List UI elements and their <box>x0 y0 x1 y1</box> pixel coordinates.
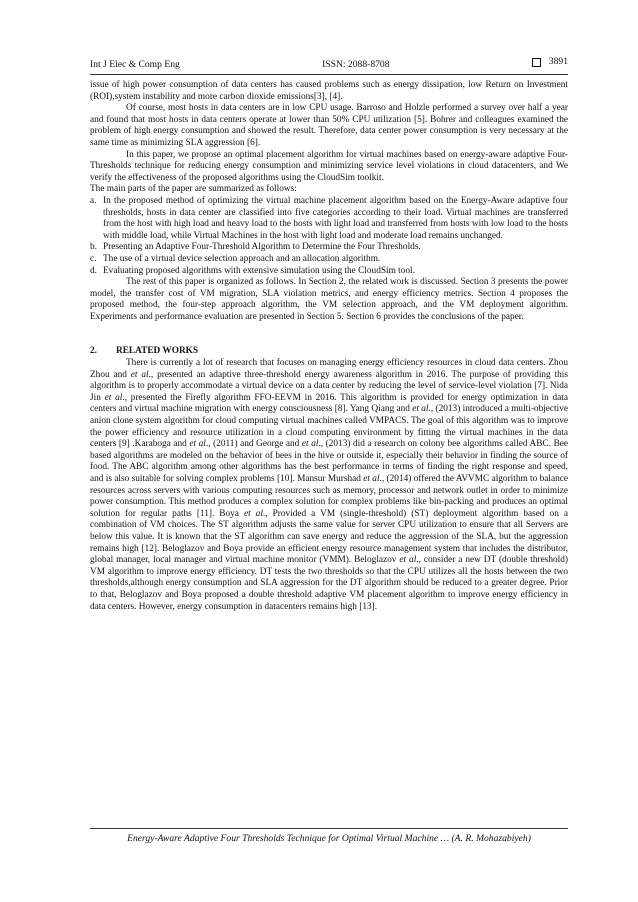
text-run: ., (2013) did a research on colony bee algorithms called ABC. Bee based algorithms are modeled on the behavior of bees in the hive or outside it, especially their behavior in finding the source of food. The ABC algorithm among other algorithms has the best performance in terms of finding the right response and speed, and is also suitable for solving complex problems [10]. Mansur Murshad <box>90 439 569 484</box>
list-item-text: In the proposed method of optimizing the virtual machine placement algorithm based on the Energy-Aware adaptive four thresholds, hosts in data center are classified into five categories according to their load. Virtual machines are transferred from the host with high load and heavy load to the hosts with light load and transferred from hosts with low load to the hosts with middle load, while Virtual Machines in the host with light load and moderate load remains unchanged. <box>103 195 568 241</box>
text-run: There is currently a lot of research that focuses on managing energy efficiency resources in cloud data centers. Zhou Zhou and <box>90 358 568 380</box>
checkbox-icon <box>532 58 541 67</box>
italic-run: et al <box>189 439 206 450</box>
paragraph-intro-5: The rest of this paper is organized as follows. In Section 2, the related work is discussed. Section 3 presents the power model, the transfer cost of VM migration, SLA violation metrics, and energy efficiency metrics. Section 4 proposes the proposed method, the four-step approach algorithm, the VM selection approach, and the VM deployment algorithm. Experiments and performance evaluation are presented in Section 5. Section 6 provides the conclusions of the paper. <box>90 277 568 322</box>
section-heading <box>90 346 568 358</box>
italic-run: et al <box>130 369 149 380</box>
text-run: ., consider a new DT (double threshold) VM algorithm to improve energy efficiency. DT tests the two thresholds so that the CPU utilizes all the hosts between the two thresholds,although energy consumption and SLA aggression for the DT algorithm should be reduced to a greater degree. Prior to that, Beloglazov and Boya proposed a double threshold adaptive VM placement algorithm to improve energy efficiency in data centers. However, energy consumption in datacenters remains high [13]. <box>90 555 568 612</box>
paragraph-intro-3: In this paper, we propose an optimal placement algorithm for virtual machines based on energy-aware adaptive Four-Thresholds technique for reducing energy consumption and minimizing service level violations in cloud datacenters, and We verify the effectiveness of the proposed algorithms using the CloudSim toolkit. <box>90 149 568 183</box>
list-marker: c. <box>90 253 97 264</box>
text-run: ., presented the Firefly algorithm FFO-EEVM in 2016. This algorithm is provided for energy optimization in data centers and virtual machine migration with energy consciousness [8]. Yang Qiang and <box>90 392 569 415</box>
list-marker: d. <box>90 265 97 276</box>
page-number: 3891 <box>548 56 568 67</box>
italic-run: et al <box>243 508 263 519</box>
italic-run: et al <box>104 392 123 403</box>
text-run: ., presented an adaptive three-threshold energy awareness algorithm in 2016. The purpose of providing this algorithm is to properly accommodate a virtual device on a data center by reducing the level of service-level violation [7]. Nida Jin <box>90 369 568 403</box>
paragraph-intro-1: issue of high power consumption of data centers has caused problems such as energy dissipation, low Return on Investment (ROI),system instability and more carbon dioxide emissions[3], [4]. <box>90 80 568 102</box>
list-marker: a. <box>90 195 97 206</box>
list-item <box>90 266 568 278</box>
paragraph-intro-4: The main parts of the paper are summarized as follows: <box>90 184 297 195</box>
paragraph-related-works <box>90 358 568 613</box>
page-number-block <box>532 56 568 68</box>
italic-run: et al <box>301 439 319 450</box>
section-title: RELATED WORKS <box>116 346 199 357</box>
italic-run: et al <box>363 474 380 484</box>
list-item-text: Evaluating proposed algorithms with extensive simulation using the CloudSim tool. <box>103 265 415 276</box>
list-marker: b. <box>90 242 97 253</box>
list-item <box>90 242 568 254</box>
body-text <box>90 80 568 613</box>
journal-name: Int J Elec & Comp Eng <box>90 58 180 70</box>
list-item-text: The use of a virtual device selection approach and an allocation algorithm. <box>103 253 381 264</box>
text-run: ., Provided a VM (single-threshold) (ST) deployment algorithm based on a combination of VM choices. The ST algorithm adjusts the same value for server CPU utilization to ensure that all Servers are below this value. It is known that the ST algorithm can save energy and reduce the aggression of the SLA, but the aggression remains high [12]. Beloglazov and Boya provide an efficient energy resource management system that includes the distributor, global manager, local manager and virtual machine monitor (VMM). Beloglazov <box>90 508 569 566</box>
italic-run: et al <box>412 404 429 415</box>
list-item <box>90 254 568 266</box>
text-run: ., (2011) and George and <box>205 439 302 450</box>
contribution-list <box>90 196 568 277</box>
list-item <box>90 196 568 242</box>
running-footer: Energy-Aware Adaptive Four Thresholds Technique for Optimal Virtual Machine … (A. R. Mohazabiyeh) <box>90 828 568 844</box>
issn: ISSN: 2088-8708 <box>322 58 390 70</box>
running-header <box>90 56 568 75</box>
text-run: ., (2014) offered the AVVMC algorithm to balance resources across servers with various computing resources such as memory, processor and network outlet in order to minimize power consumption. This method produces a complex solution for complex problems like bin-packing and produces an optimal solution for regular paths [11]. Boya <box>90 474 568 519</box>
italic-run: et al <box>399 555 417 566</box>
text-run: ., (2013) introduced a multi-objective anion clone system algorithm for cloud computing virtual machines called VMPACS. The goal of this algorithm was to improve the power efficiency and resource utilization in a cloud computing environment by fitting the virtual machines in the data centers [9] .Karaboga and <box>90 404 568 450</box>
list-item-text: Presenting an Adaptive Four-Threshold Algorithm to Determine the Four Thresholds. <box>103 242 421 253</box>
section-number: 2. <box>90 346 97 357</box>
paragraph-intro-2: Of course, most hosts in data centers are in low CPU usage. Barroso and Holzle performed a survey over half a year and found that most hosts in data centers operate at lower than 50% CPU utilization [5]. Bohrer and colleagues examined the problem of high energy consumption and showed the result. Therefore, data center power consumption is very necessary at the same time as minimizing SLA aggression [6]. <box>90 103 568 148</box>
